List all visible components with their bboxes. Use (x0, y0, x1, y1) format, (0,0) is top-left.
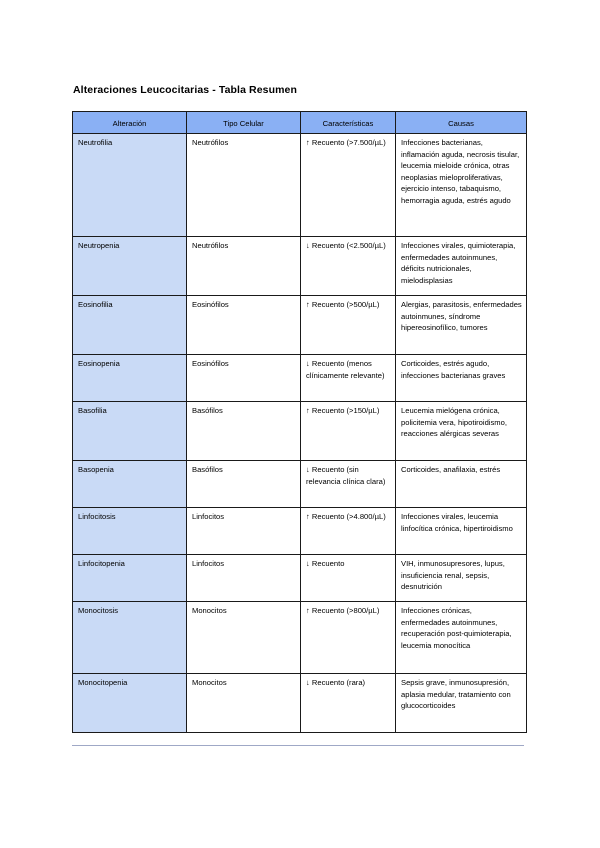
cell-caracteristicas: ↑ Recuento (>500/µL) (301, 296, 396, 355)
cell-alteracion: Monocitosis (73, 602, 187, 674)
cell-caracteristicas: ↓ Recuento (sin relevancia clínica clara) (301, 461, 396, 508)
header-alteracion: Alteración (73, 112, 187, 134)
cell-tipo: Linfocitos (187, 508, 301, 555)
table-row (73, 296, 527, 355)
table-row (73, 555, 527, 602)
cell-alteracion: Neutropenia (73, 237, 187, 296)
cell-alteracion: Linfocitosis (73, 508, 187, 555)
cell-causas: Corticoides, anafilaxia, estrés (396, 461, 527, 508)
cell-alteracion: Basofilia (73, 402, 187, 461)
table-row (73, 461, 527, 508)
cell-caracteristicas: ↓ Recuento (301, 555, 396, 602)
cell-tipo: Monocitos (187, 602, 301, 674)
cell-caracteristicas: ↑ Recuento (>7.500/µL) (301, 134, 396, 237)
cell-tipo: Neutrófilos (187, 237, 301, 296)
cell-tipo: Linfocitos (187, 555, 301, 602)
table-row (73, 237, 527, 296)
cell-tipo: Eosinófilos (187, 355, 301, 402)
cell-caracteristicas: ↑ Recuento (>150/µL) (301, 402, 396, 461)
cell-alteracion: Eosinopenia (73, 355, 187, 402)
header-causas: Causas (396, 112, 527, 134)
cell-tipo: Neutrófilos (187, 134, 301, 237)
cell-alteracion: Eosinofilia (73, 296, 187, 355)
cell-causas: Alergias, parasitosis, enfermedades autoinmunes, síndrome hipereosinofílico, tumores (396, 296, 527, 355)
cell-tipo: Basófilos (187, 402, 301, 461)
header-caracteristicas: Características (301, 112, 396, 134)
cell-caracteristicas: ↑ Recuento (>4.800/µL) (301, 508, 396, 555)
table-row (73, 355, 527, 402)
table-row (73, 602, 527, 674)
table-row (73, 508, 527, 555)
cell-causas: Corticoides, estrés agudo, infecciones bacterianas graves (396, 355, 527, 402)
cell-causas: Leucemia mielógena crónica, policitemia vera, hipotiroidismo, reacciones alérgicas severas (396, 402, 527, 461)
cell-tipo: Eosinófilos (187, 296, 301, 355)
table-row (73, 134, 527, 237)
cell-causas: VIH, inmunosupresores, lupus, insuficiencia renal, sepsis, desnutrición (396, 555, 527, 602)
cell-caracteristicas: ↓ Recuento (rara) (301, 674, 396, 733)
cell-alteracion: Monocitopenia (73, 674, 187, 733)
cell-causas: Infecciones virales, leucemia linfocítica crónica, hipertiroidismo (396, 508, 527, 555)
page-title: Alteraciones Leucocitarias - Tabla Resumen (73, 84, 297, 96)
cell-causas: Infecciones bacterianas, inflamación aguda, necrosis tisular, leucemia mieloide crónica, otras neoplasias mieloproliferativas, ejercicio intenso, tabaquismo, hemorragia aguda, estrés agudo (396, 134, 527, 237)
cell-tipo: Basófilos (187, 461, 301, 508)
cell-alteracion: Linfocitopenia (73, 555, 187, 602)
summary-table (72, 111, 527, 733)
cell-tipo: Monocitos (187, 674, 301, 733)
table-row (73, 674, 527, 733)
cell-causas: Infecciones crónicas, enfermedades autoinmunes, recuperación post-quimioterapia, leucemia monocítica (396, 602, 527, 674)
header-tipo-celular: Tipo Celular (187, 112, 301, 134)
cell-caracteristicas: ↓ Recuento (menos clínicamente relevante) (301, 355, 396, 402)
cell-caracteristicas: ↓ Recuento (<2.500/µL) (301, 237, 396, 296)
cell-alteracion: Basopenia (73, 461, 187, 508)
table-header-row (73, 112, 527, 134)
cell-causas: Sepsis grave, inmunosupresión, aplasia medular, tratamiento con glucocorticoides (396, 674, 527, 733)
footer-divider (72, 745, 524, 746)
cell-causas: Infecciones virales, quimioterapia, enfermedades autoinmunes, déficits nutricionales, mielodisplasias (396, 237, 527, 296)
table-row (73, 402, 527, 461)
cell-alteracion: Neutrofilia (73, 134, 187, 237)
cell-caracteristicas: ↑ Recuento (>800/µL) (301, 602, 396, 674)
